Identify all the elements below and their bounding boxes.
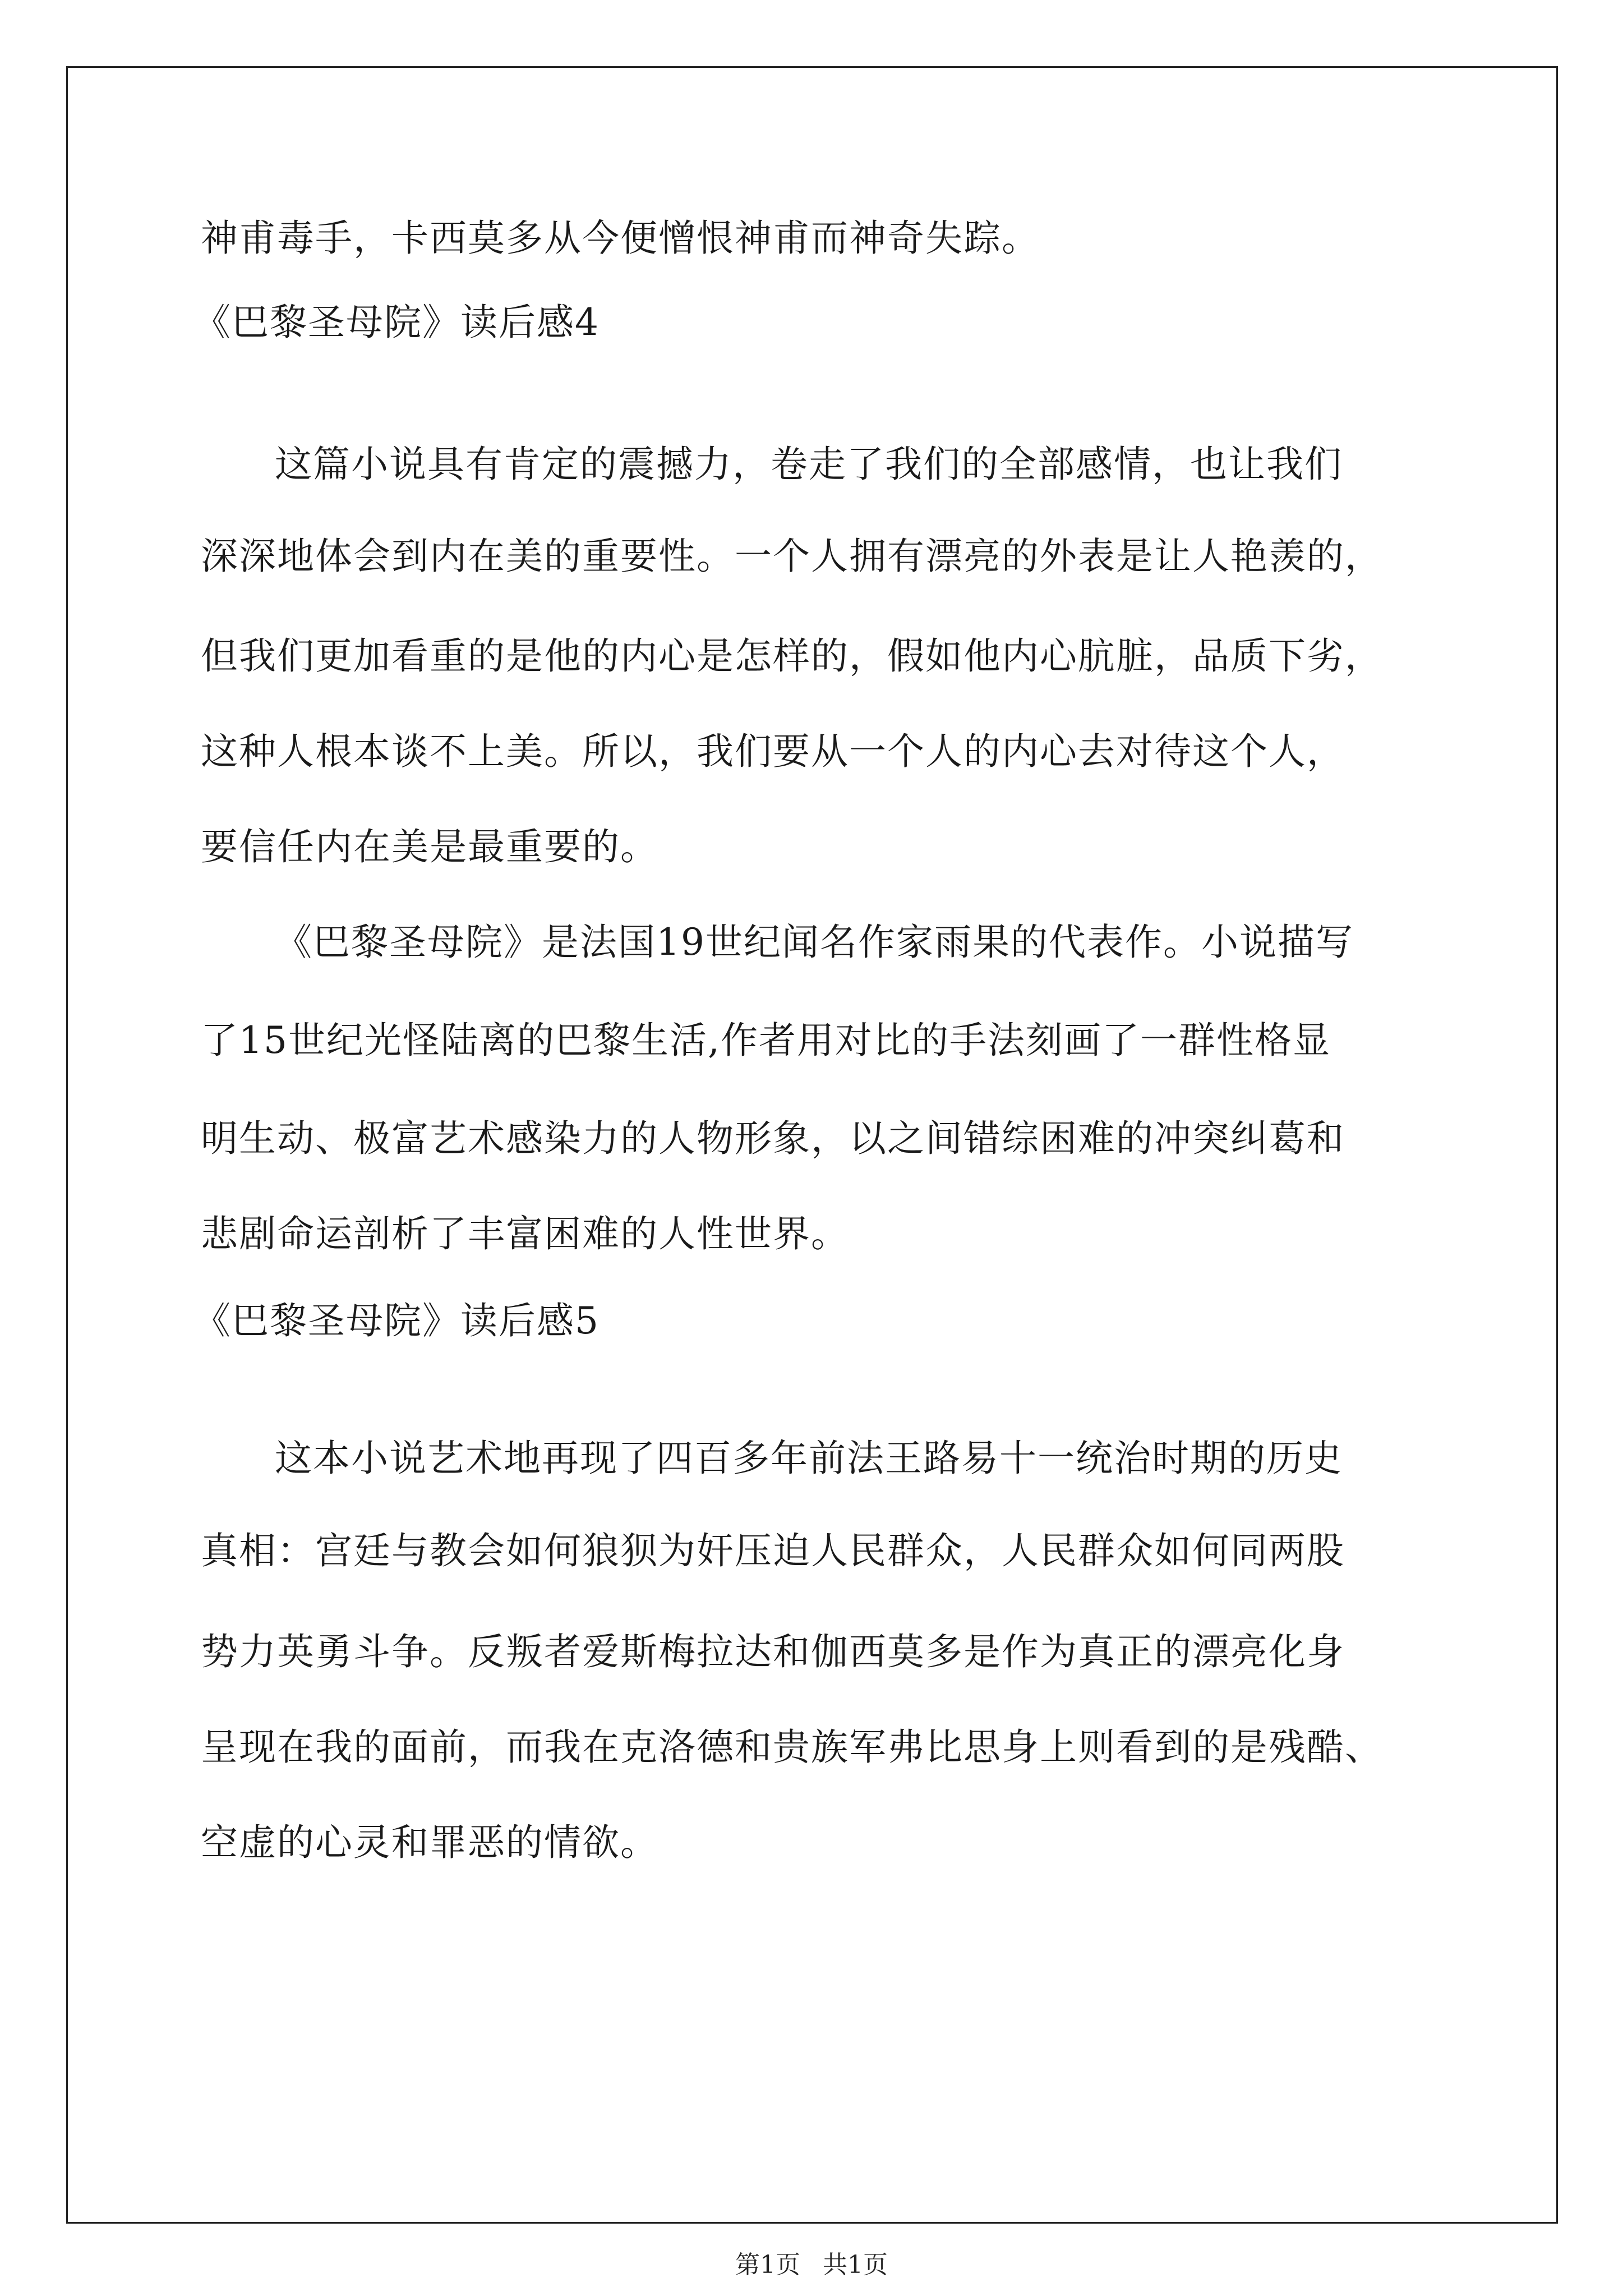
paragraph-line: 势力英勇斗争。反叛者爱斯梅拉达和伽西莫多是作为真正的漂亮化身	[201, 1630, 1345, 1673]
page-footer	[0, 2249, 1623, 2281]
paragraph-line: 悲剧命运剖析了丰富困难的人性世界。	[201, 1212, 849, 1255]
paragraph-line: 这本小说艺术地再现了四百多年前法王路易十一统治时期的历史	[275, 1437, 1343, 1480]
paragraph-line: 这篇小说具有肯定的震撼力，卷走了我们的全部感情，也让我们	[275, 443, 1343, 486]
paragraph-line: 呈现在我的面前，而我在克洛德和贵族军弗比思身上则看到的是残酷、	[201, 1726, 1383, 1769]
paragraph-line: 《巴黎圣母院》是法国19世纪闻名作家雨果的代表作。小说描写	[275, 921, 1354, 964]
section-heading-5: 《巴黎圣母院》读后感5	[193, 1299, 600, 1342]
paragraph-line: 但我们更加看重的是他的内心是怎样的，假如他内心肮脏，品质下劣，	[201, 634, 1383, 678]
page-total: 共1页	[823, 2251, 888, 2279]
paragraph-line: 明生动、极富艺术感染力的人物形象，以之间错综困难的冲突纠葛和	[201, 1117, 1345, 1160]
section-heading-4: 《巴黎圣母院》读后感4	[193, 301, 600, 344]
paragraph-line: 真相：宫廷与教会如何狼狈为奸压迫人民群众，人民群众如何同两股	[201, 1529, 1345, 1572]
paragraph-line: 深深地体会到内在美的重要性。一个人拥有漂亮的外表是让人艳羡的，	[201, 535, 1383, 578]
paragraph-line: 了15世纪光怪陆离的巴黎生活,作者用对比的手法刻画了一群性格显	[201, 1019, 1331, 1062]
paragraph-line: 要信任内在美是最重要的。	[201, 825, 658, 868]
paragraph-line: 神甫毒手，卡西莫多从今便憎恨神甫而神奇失踪。	[201, 217, 1040, 260]
paragraph-line: 这种人根本谈不上美。所以，我们要从一个人的内心去对待这个人，	[201, 730, 1345, 773]
page-number: 第1页	[735, 2251, 800, 2279]
paragraph-line: 空虚的心灵和罪恶的情欲。	[201, 1821, 658, 1864]
